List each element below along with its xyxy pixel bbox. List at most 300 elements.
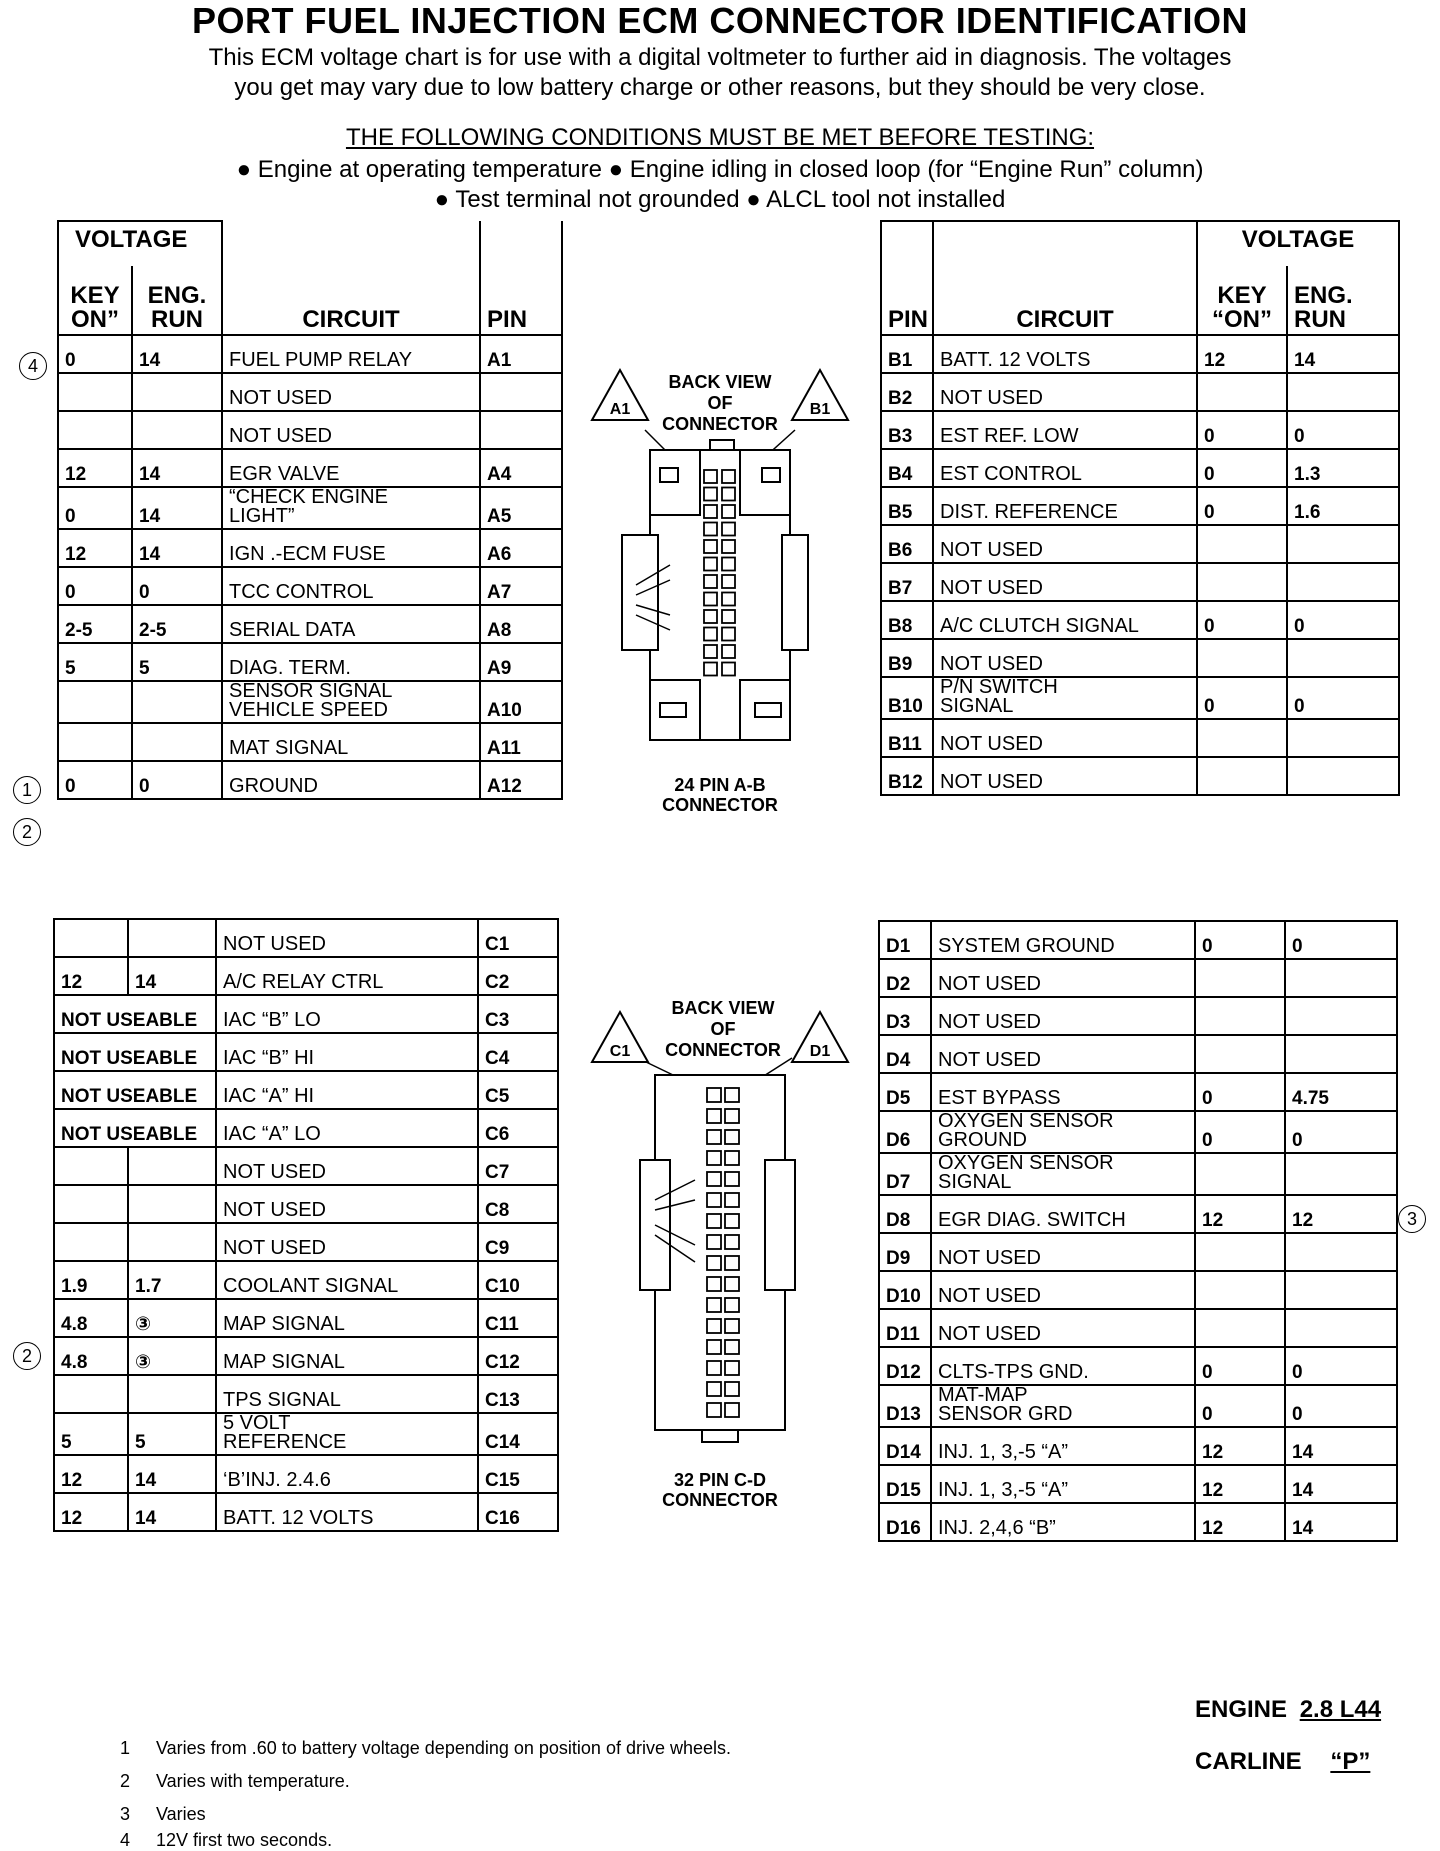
connector-pin (725, 1172, 739, 1186)
eng-run-value (1285, 1309, 1397, 1347)
circuit-name: A/C CLUTCH SIGNAL (933, 601, 1197, 639)
connector-pin (704, 558, 717, 571)
connector-pin (704, 540, 717, 553)
eng-run-value: 0 (1287, 677, 1399, 719)
pin-id: D4 (879, 1035, 931, 1073)
key-on-value (1195, 997, 1285, 1035)
table-d-row (879, 1153, 1397, 1195)
pin-id: B12 (881, 757, 933, 795)
table-a-row (58, 411, 562, 449)
circuit-name: ‘B’INJ. 2.4.6 (216, 1455, 478, 1493)
eng-run-value: 1.3 (1287, 449, 1399, 487)
eng-run-value: 0 (132, 567, 222, 605)
table-c-row (54, 1033, 558, 1071)
connector-pin (704, 523, 717, 536)
connector-pin (707, 1193, 721, 1207)
eng-run-header: ENG. RUN (1287, 266, 1399, 335)
circuit-name: A/C RELAY CTRL (216, 957, 478, 995)
callout-3: 3 (1398, 1205, 1426, 1233)
page-title: PORT FUEL INJECTION ECM CONNECTOR IDENTIFICATION (191, 0, 1249, 41)
table-d-row (879, 1347, 1397, 1385)
connector-pin (725, 1319, 739, 1333)
connector-ab-diagram (580, 360, 860, 810)
table-a-row (58, 487, 562, 529)
pin-id: C16 (478, 1493, 558, 1531)
pin-id: A4 (480, 449, 562, 487)
key-on-value (1195, 1035, 1285, 1073)
table-a-row (58, 761, 562, 799)
pin-id (480, 373, 562, 411)
pin-id: C3 (478, 995, 558, 1033)
eng-run-value (1287, 525, 1399, 563)
eng-run-value: ③ (128, 1337, 216, 1375)
pin-id: A12 (480, 761, 562, 799)
table-c-row (54, 1109, 558, 1147)
table-d-pins (878, 920, 1398, 1542)
pin-id: C9 (478, 1223, 558, 1261)
key-on-header: KEY “ON” (1197, 266, 1287, 335)
pin-id: A10 (480, 681, 562, 723)
voltage-header: VOLTAGE (1197, 221, 1399, 266)
connector-pin (725, 1109, 739, 1123)
connector-pin (725, 1088, 739, 1102)
eng-run-value (1285, 1035, 1397, 1073)
pin-id: C10 (478, 1261, 558, 1299)
connector-pin (725, 1340, 739, 1354)
key-on-value: NOT USEABLE (54, 1109, 216, 1147)
pin-id: D5 (879, 1073, 931, 1111)
table-d-row (879, 1271, 1397, 1309)
circuit-name: NOT USED (931, 959, 1195, 997)
connector-pin (707, 1298, 721, 1312)
table-b-row (881, 373, 1399, 411)
key-on-value: 0 (58, 487, 132, 529)
pin-id: B10 (881, 677, 933, 719)
circuit-name: SERIAL DATA (222, 605, 480, 643)
circuit-name: CLTS-TPS GND. (931, 1347, 1195, 1385)
connector-pin (707, 1235, 721, 1249)
table-c-row (54, 1493, 558, 1531)
table-a-row (58, 723, 562, 761)
eng-run-value: 0 (1285, 1347, 1397, 1385)
pin-d1-label: D1 (809, 1043, 831, 1060)
key-on-value (54, 919, 128, 957)
eng-run-value: 14 (1285, 1503, 1397, 1541)
table-a-row (58, 681, 562, 723)
connector-pin (707, 1319, 721, 1333)
table-c-row (54, 1071, 558, 1109)
circuit-name: NOT USED (933, 373, 1197, 411)
key-on-value: 12 (1197, 335, 1287, 373)
table-a-row (58, 643, 562, 681)
table-c-row (54, 1375, 558, 1413)
table-b-row (881, 677, 1399, 719)
key-on-value (58, 373, 132, 411)
table-c-row (54, 1413, 558, 1455)
intro-line-1: This ECM voltage chart is for use with a digital voltmeter to further aid in diagnosis. The voltages (208, 44, 1232, 71)
key-on-value: 12 (58, 449, 132, 487)
key-on-value: 12 (58, 529, 132, 567)
key-on-value: 0 (1195, 921, 1285, 959)
eng-run-value (1285, 1153, 1397, 1195)
circuit-name: NOT USED (222, 411, 480, 449)
circuit-name: SYSTEM GROUND (931, 921, 1195, 959)
connector-pin (707, 1151, 721, 1165)
connector-pin (725, 1214, 739, 1228)
eng-run-value: 0 (1285, 1385, 1397, 1427)
conditions-heading: THE FOLLOWING CONDITIONS MUST BE MET BEFORE TESTING: (345, 124, 1095, 151)
pin-id: D14 (879, 1427, 931, 1465)
key-on-value: 4.8 (54, 1299, 128, 1337)
back-view-line2: OF (707, 393, 733, 413)
key-on-value (58, 681, 132, 723)
pin-id: B4 (881, 449, 933, 487)
key-on-value (1195, 1153, 1285, 1195)
eng-run-value (1285, 959, 1397, 997)
key-on-value (1197, 373, 1287, 411)
circuit-name: IAC “A” LO (216, 1109, 478, 1147)
pin-id: B1 (881, 335, 933, 373)
pin-a1-label: A1 (609, 401, 631, 418)
pin-header: PIN (881, 221, 933, 335)
circuit-name: NOT USED (222, 373, 480, 411)
connector-pin (707, 1214, 721, 1228)
key-on-value: 0 (1197, 677, 1287, 719)
table-a-row (58, 449, 562, 487)
table-d-row (879, 1035, 1397, 1073)
table-a-row (58, 529, 562, 567)
connector-pin (704, 575, 717, 588)
circuit-name: INJ. 1, 3,-5 “A” (931, 1465, 1195, 1503)
eng-run-value (1287, 719, 1399, 757)
key-on-value: 0 (1195, 1111, 1285, 1153)
pin-id: D6 (879, 1111, 931, 1153)
table-c-pins (53, 918, 559, 1532)
circuit-name: “CHECK ENGINE LIGHT” (222, 487, 480, 529)
connector-pin (725, 1130, 739, 1144)
pin-id: C13 (478, 1375, 558, 1413)
pin-id: D10 (879, 1271, 931, 1309)
connector-pin (725, 1403, 739, 1417)
table-d-row (879, 1465, 1397, 1503)
table-b-row (881, 719, 1399, 757)
table-a-row (58, 373, 562, 411)
circuit-header: CIRCUIT (222, 221, 480, 335)
circuit-name: INJ. 1, 3,-5 “A” (931, 1427, 1195, 1465)
table-c-row (54, 1147, 558, 1185)
connector-pin (725, 1382, 739, 1396)
connector-pin (725, 1151, 739, 1165)
footnote-1: 1 Varies from .60 to battery voltage depending on position of drive wheels. (120, 1738, 732, 1758)
conditions-line-2: ● Test terminal not grounded ● ALCL tool not installed (434, 186, 1006, 213)
table-d-row (879, 1073, 1397, 1111)
table-b-row (881, 757, 1399, 795)
key-on-value: 0 (1197, 449, 1287, 487)
pin-id: B2 (881, 373, 933, 411)
pin-id: C12 (478, 1337, 558, 1375)
circuit-name: OXYGEN SENSOR SIGNAL (931, 1153, 1195, 1195)
key-on-header: KEY ON” (58, 266, 132, 335)
key-on-value (54, 1223, 128, 1261)
pin-id: A8 (480, 605, 562, 643)
circuit-name: NOT USED (216, 919, 478, 957)
carline-field (1195, 1748, 1392, 1776)
connector-pin (725, 1193, 739, 1207)
pin-id: C1 (478, 919, 558, 957)
table-c-row (54, 1261, 558, 1299)
key-on-value (1195, 959, 1285, 997)
pin-id: D3 (879, 997, 931, 1035)
table-b-pins (880, 220, 1400, 796)
connector-pin (707, 1361, 721, 1375)
pin-id: B11 (881, 719, 933, 757)
circuit-name: COOLANT SIGNAL (216, 1261, 478, 1299)
carline-label: CARLINE (1195, 1748, 1302, 1775)
pin-id: C2 (478, 957, 558, 995)
key-on-value: 0 (58, 567, 132, 605)
eng-run-value: 12 (1285, 1195, 1397, 1233)
connector-pin (722, 523, 735, 536)
table-b-row (881, 411, 1399, 449)
eng-run-value: 0 (1285, 921, 1397, 959)
connector-pin (707, 1403, 721, 1417)
eng-run-value (1285, 1233, 1397, 1271)
circuit-name: EST CONTROL (933, 449, 1197, 487)
connector-pin (704, 505, 717, 518)
key-on-value: 0 (58, 761, 132, 799)
key-on-value: 2-5 (58, 605, 132, 643)
connector-pin (722, 505, 735, 518)
eng-run-value (128, 919, 216, 957)
eng-run-value: 0 (1285, 1111, 1397, 1153)
connector-pin (722, 610, 735, 623)
pin-id: D1 (879, 921, 931, 959)
eng-run-value (132, 681, 222, 723)
pin-id: D11 (879, 1309, 931, 1347)
callout-4: 4 (19, 352, 47, 380)
table-b-row (881, 525, 1399, 563)
eng-run-value (1285, 1271, 1397, 1309)
table-d-row (879, 959, 1397, 997)
eng-run-value: 14 (1285, 1465, 1397, 1503)
eng-run-value (1287, 563, 1399, 601)
key-on-value: 0 (1195, 1073, 1285, 1111)
connector-pin (725, 1277, 739, 1291)
table-b-row (881, 639, 1399, 677)
circuit-name: NOT USED (933, 757, 1197, 795)
connector-pin (725, 1298, 739, 1312)
key-on-value (1197, 757, 1287, 795)
circuit-name: DIST. REFERENCE (933, 487, 1197, 525)
footnote-4: 4 12V first two seconds. (120, 1830, 333, 1850)
connector-pin (722, 628, 735, 641)
table-b-row (881, 335, 1399, 373)
pin-id: A6 (480, 529, 562, 567)
key-on-value (1197, 719, 1287, 757)
pin-id: D2 (879, 959, 931, 997)
table-b-row (881, 601, 1399, 639)
intro-line-2: you get may vary due to low battery charge or other reasons, but they should be very close. (234, 74, 1206, 101)
eng-run-value (128, 1223, 216, 1261)
connector-pin (704, 628, 717, 641)
table-d-row (879, 1111, 1397, 1153)
circuit-name: NOT USED (933, 525, 1197, 563)
circuit-name: TPS SIGNAL (216, 1375, 478, 1413)
pin-id: A7 (480, 567, 562, 605)
circuit-name: MAP SIGNAL (216, 1337, 478, 1375)
connector-pin (722, 558, 735, 571)
pin-id: C4 (478, 1033, 558, 1071)
circuit-name: IAC “A” HI (216, 1071, 478, 1109)
pin-b1-label: B1 (809, 401, 831, 418)
connector-pin (725, 1361, 739, 1375)
circuit-name: NOT USED (931, 1035, 1195, 1073)
table-d-row (879, 1195, 1397, 1233)
circuit-name: IGN .-ECM FUSE (222, 529, 480, 567)
key-on-value (1195, 1309, 1285, 1347)
circuit-name: DIAG. TERM. (222, 643, 480, 681)
pin-id: C7 (478, 1147, 558, 1185)
svg-text:BACK VIEW: BACK VIEW (671, 1000, 775, 1018)
eng-run-value: 14 (132, 487, 222, 529)
pin-id: D16 (879, 1503, 931, 1541)
connector-pin (722, 488, 735, 501)
connector-pin (707, 1088, 721, 1102)
table-a-row (58, 567, 562, 605)
table-d-row (879, 1503, 1397, 1541)
connector-pin (707, 1340, 721, 1354)
eng-run-value (132, 373, 222, 411)
eng-run-value: 14 (128, 1455, 216, 1493)
circuit-name: EST BYPASS (931, 1073, 1195, 1111)
eng-run-value: 2-5 (132, 605, 222, 643)
pin-id: C6 (478, 1109, 558, 1147)
key-on-value (1197, 563, 1287, 601)
circuit-name: 5 VOLT REFERENCE (216, 1413, 478, 1455)
key-on-value: 0 (58, 335, 132, 373)
pin-id: A5 (480, 487, 562, 529)
table-b-row (881, 563, 1399, 601)
key-on-value (1195, 1233, 1285, 1271)
circuit-name: BATT. 12 VOLTS (933, 335, 1197, 373)
connector-pin (722, 663, 735, 676)
connector-pin (725, 1256, 739, 1270)
eng-run-value (128, 1375, 216, 1413)
key-on-value (1197, 639, 1287, 677)
key-on-value: 12 (1195, 1465, 1285, 1503)
circuit-name: SENSOR SIGNAL VEHICLE SPEED (222, 681, 480, 723)
key-on-value (54, 1147, 128, 1185)
connector-pin (722, 540, 735, 553)
key-on-value: 4.8 (54, 1337, 128, 1375)
circuit-name: MAT SIGNAL (222, 723, 480, 761)
pin-id: B6 (881, 525, 933, 563)
eng-run-value (132, 411, 222, 449)
eng-run-value: 14 (128, 1493, 216, 1531)
key-on-value: 0 (1195, 1347, 1285, 1385)
voltage-header: VOLTAGE (58, 221, 222, 266)
table-d-row (879, 1385, 1397, 1427)
circuit-name: NOT USED (931, 1271, 1195, 1309)
key-on-value: 5 (54, 1413, 128, 1455)
pin-id: B9 (881, 639, 933, 677)
pin-header: PIN (480, 221, 562, 335)
eng-run-value: 14 (132, 529, 222, 567)
engine-label: ENGINE (1195, 1696, 1288, 1723)
table-c-row (54, 995, 558, 1033)
pin-id: C15 (478, 1455, 558, 1493)
connector-pin (707, 1172, 721, 1186)
key-on-value (54, 1375, 128, 1413)
eng-run-value: ③ (128, 1299, 216, 1337)
key-on-value: 0 (1195, 1385, 1285, 1427)
key-on-value: NOT USEABLE (54, 995, 216, 1033)
conditions-line-1: ● Engine at operating temperature ● Engine idling in closed loop (for “Engine Run” column) (236, 156, 1204, 183)
key-on-value: 1.9 (54, 1261, 128, 1299)
circuit-name: MAP SIGNAL (216, 1299, 478, 1337)
eng-run-value: 14 (132, 449, 222, 487)
key-on-value: 12 (1195, 1427, 1285, 1465)
table-d-row (879, 921, 1397, 959)
circuit-name: MAT-MAP SENSOR GRD (931, 1385, 1195, 1427)
key-on-value (58, 411, 132, 449)
connector-ab-label: 24 PIN A-B CONNECTOR (662, 775, 778, 815)
table-c-row (54, 1185, 558, 1223)
pin-id: B5 (881, 487, 933, 525)
eng-run-value: 4.75 (1285, 1073, 1397, 1111)
eng-run-value: 14 (1287, 335, 1399, 373)
circuit-name: P/N SWITCH SIGNAL (933, 677, 1197, 719)
eng-run-value: 0 (1287, 601, 1399, 639)
table-a-pins (57, 220, 563, 800)
eng-run-value: 0 (132, 761, 222, 799)
key-on-value: 12 (1195, 1195, 1285, 1233)
eng-run-value: 5 (128, 1413, 216, 1455)
table-c-row (54, 957, 558, 995)
eng-run-value (128, 1185, 216, 1223)
table-d-row (879, 1427, 1397, 1465)
pin-id: B7 (881, 563, 933, 601)
pin-c1-label: C1 (609, 1043, 631, 1060)
eng-run-value (1285, 997, 1397, 1035)
table-a-row (58, 605, 562, 643)
pin-id: B3 (881, 411, 933, 449)
carline-value: “P” (1330, 1748, 1371, 1775)
circuit-name: BATT. 12 VOLTS (216, 1493, 478, 1531)
circuit-name: NOT USED (931, 1233, 1195, 1271)
key-on-value: NOT USEABLE (54, 1071, 216, 1109)
callout-2: 2 (13, 818, 41, 846)
back-view-line3: CONNECTOR (662, 414, 778, 434)
circuit-name: TCC CONTROL (222, 567, 480, 605)
table-d-row (879, 1309, 1397, 1347)
circuit-name: NOT USED (933, 639, 1197, 677)
key-on-value: 0 (1197, 411, 1287, 449)
table-d-row (879, 997, 1397, 1035)
connector-pin (704, 593, 717, 606)
connector-pin (707, 1277, 721, 1291)
connector-pin (704, 488, 717, 501)
connector-pin (707, 1382, 721, 1396)
table-d-row (879, 1233, 1397, 1271)
circuit-name: INJ. 2,4,6 “B” (931, 1503, 1195, 1541)
circuit-name: NOT USED (933, 719, 1197, 757)
table-c-row (54, 1337, 558, 1375)
connector-pin (707, 1256, 721, 1270)
pin-id: D7 (879, 1153, 931, 1195)
pin-id: C8 (478, 1185, 558, 1223)
circuit-name: NOT USED (216, 1147, 478, 1185)
